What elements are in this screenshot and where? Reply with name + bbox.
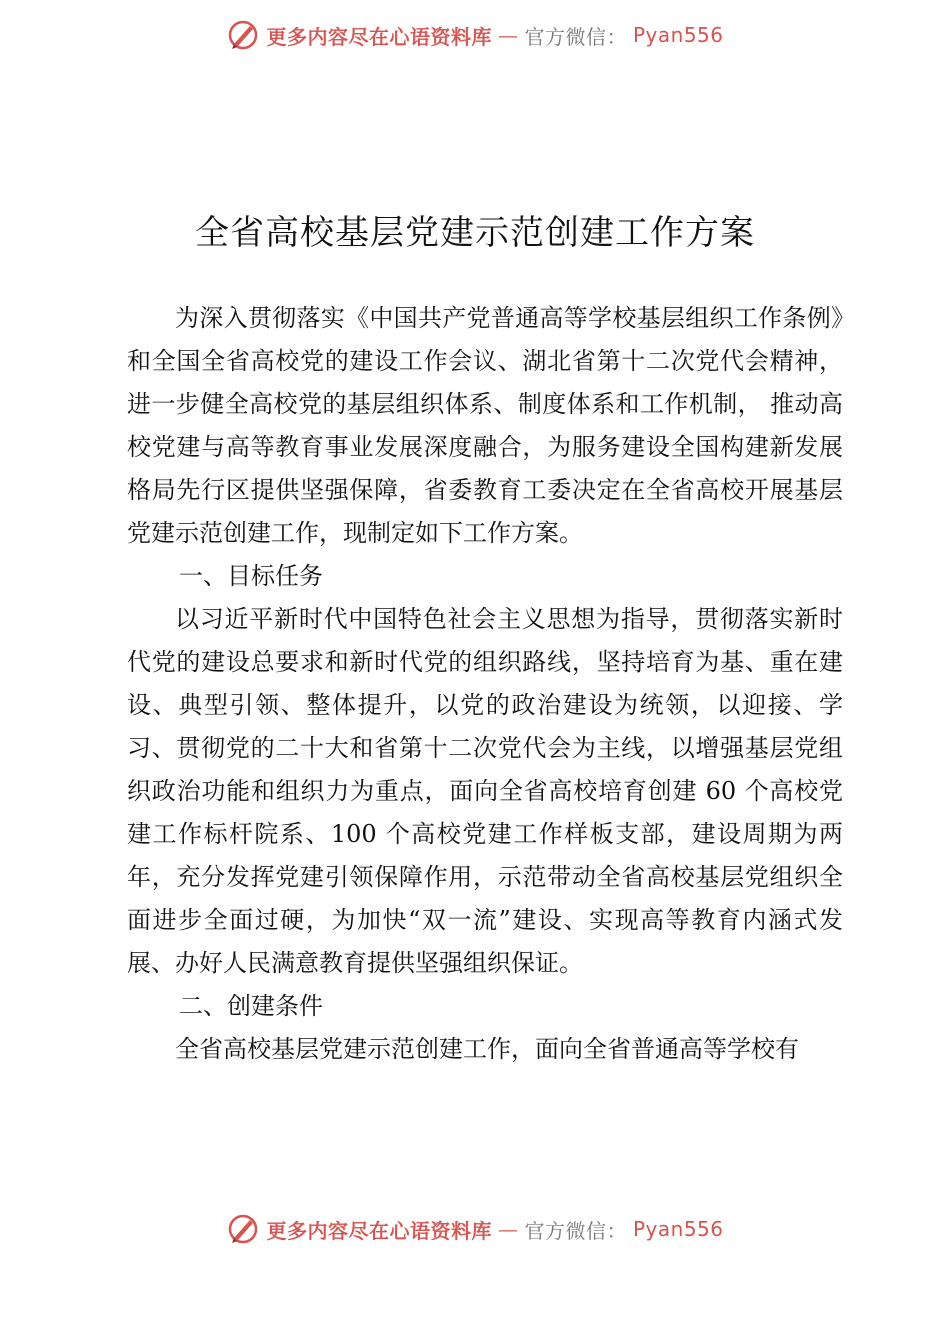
document-title: 全省高校基层党建示范创建工作方案 (195, 213, 755, 253)
watermark-wechat-label: 官方微信： (524, 24, 627, 49)
header-watermark (0, 18, 950, 52)
section-heading-goals: 一、目标任务 (179, 562, 323, 590)
watermark-wechat-label: 官方微信： (524, 1218, 627, 1243)
watermark-brand: 更多内容尽在心语资料库 (266, 24, 492, 49)
footer-watermark (0, 1212, 950, 1246)
watermark-separator: — (497, 23, 519, 47)
paragraph-conditions: 全省高校基层党建示范创建工作，面向全省普通高等学校有 (175, 1035, 799, 1063)
paragraph-goals: 以习近平新时代中国特色社会主义思想为指导，贯彻落实新时代党的建设总要求和新时代党的组织路线，坚持培育为基、重在建设、典型引领、整体提升，以党的政治建设为统领，以迎接、学习、贯彻党的二十大和省第十二次党代会为主线，以增强基层党组织政治功能和组织力为重点，面向全省高校培育创建 60 个高校党建工作标杆院系、100 个高校党建工作样板支部，建设周期为两年，充分发挥党建引领保障作用，示范带动全省高校基层党组织全面进步全面过硬，为加快“双一流”建设、实现高等教育内涵式发展、办好人民满意教育提供坚强组织保证。 (127, 605, 843, 977)
watermark-brand: 更多内容尽在心语资料库 (266, 1218, 492, 1243)
document-body (127, 297, 843, 1071)
section-heading-conditions: 二、创建条件 (179, 992, 323, 1020)
watermark-wechat-id: Pyan556 (632, 23, 724, 47)
paragraph-intro: 为深入贯彻落实《中国共产党普通高等学校基层组织工作条例》和全国全省高校党的建设工作会议、湖北省第十二次党代会精神，进一步健全高校党的基层组织体系、制度体系和工作机制， 推动高校党建与高等教育事业发展深度融合，为服务建设全国构建新发展格局先行区提供坚强保障，省委教育工委决定在全省高校开展基层党建示范创建工作，现制定如下工作方案。 (127, 304, 843, 547)
pen-logo-icon (226, 18, 260, 52)
watermark-separator: — (497, 1217, 519, 1241)
pen-logo-icon (226, 1212, 260, 1246)
watermark-wechat-id: Pyan556 (632, 1217, 724, 1241)
